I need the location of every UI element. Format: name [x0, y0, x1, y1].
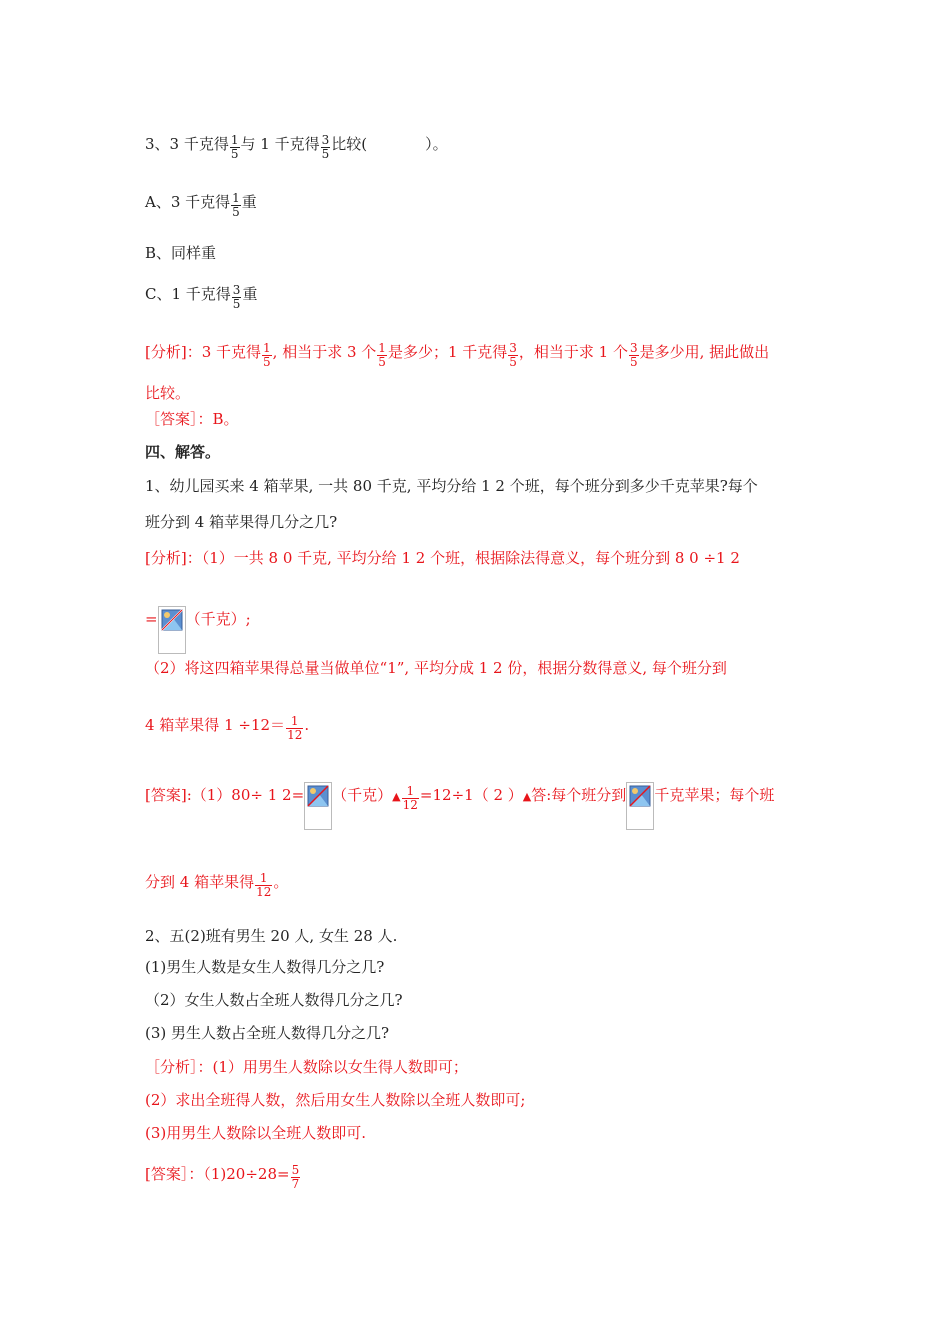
fraction-denominator: 5 [230, 147, 239, 161]
fraction [377, 342, 387, 369]
broken-image-icon [161, 609, 183, 631]
answer-text: [答案］：（1)20÷28= [145, 1165, 290, 1183]
fraction-denominator: 5 [263, 355, 271, 369]
p2-answer [145, 1164, 301, 1191]
fraction [262, 342, 272, 369]
missing-image-placeholder [626, 782, 654, 830]
fraction-denominator: 5 [321, 147, 330, 161]
fraction-numerator: 3 [509, 341, 517, 355]
fraction-numerator: 1 [263, 341, 271, 355]
warning-mark-icon: ▲ [522, 790, 532, 803]
fraction-denominator: 5 [378, 355, 386, 369]
fraction [629, 342, 639, 369]
fraction-numerator: 3 [321, 133, 330, 147]
fraction-numerator: 5 [291, 1163, 300, 1177]
analysis-text: ，相当于求 1 个 [518, 343, 628, 361]
q3-stem-part: ）。 [425, 135, 448, 153]
fraction [321, 134, 331, 161]
answer-text: [答案]:（1）80÷ 1 2= [145, 786, 305, 804]
fraction-numerator: 1 [255, 872, 272, 886]
p1-analysis-line3: （2）将这四箱苹果得总量当做单位“1”, 平均分成 1 2 份，根据分数得意义, 每个班分到 [145, 659, 727, 677]
option-text: A、3 千克得 [145, 193, 231, 211]
fraction-numerator: 3 [629, 341, 638, 355]
fraction-numerator: 1 [402, 785, 419, 799]
p2-question-1: (1)男生人数是女生人数得几分之几? [145, 958, 385, 976]
p1-stem-line2: 班分到 4 箱苹果得几分之几? [145, 513, 338, 531]
p2-question-2: （2）女生人数占全班人数得几分之几? [145, 991, 403, 1009]
analysis-text: 4 箱苹果得 1 ÷12＝ [145, 716, 286, 734]
fraction [291, 1164, 301, 1191]
fraction [402, 785, 419, 812]
answer-text: 千克苹果；每个班 [654, 786, 775, 804]
warning-mark-icon: ▲ [392, 790, 401, 803]
option-text: 重 [241, 193, 257, 211]
fraction [286, 715, 303, 742]
p1-analysis-line1: [分析]：（1）一共 8 0 千克, 平均分给 1 2 个班，根据除法得意义，每个班分到 8 0 ÷1 2 [145, 549, 740, 567]
answer-text: 分到 4 箱苹果得 [145, 873, 255, 891]
p2-analysis-2: (2）求出全班得人数，然后用女生人数除以全班人数即可; [145, 1091, 526, 1109]
analysis-text: . [304, 716, 310, 734]
q3-answer: ［答案］：B。 [145, 410, 239, 428]
q3-option-a [145, 192, 257, 219]
fraction-denominator: 12 [402, 798, 418, 812]
p2-question-3: (3) 男生人数占全班人数得几分之几? [145, 1024, 390, 1042]
p2-analysis-1: ［分析］：(1）用男生人数除以女生得人数即可； [145, 1058, 468, 1076]
fraction-denominator: 5 [629, 355, 638, 369]
analysis-text: （千克）; [185, 610, 251, 628]
fraction-numerator: 1 [286, 715, 303, 729]
q3-option-c [145, 284, 257, 311]
fraction-numerator: 1 [230, 133, 239, 147]
fraction [255, 872, 272, 899]
p1-analysis-line4 [145, 715, 309, 742]
analysis-text: 是多少；1 千克得 [387, 343, 508, 361]
broken-image-icon [629, 785, 651, 807]
fraction-numerator: 3 [232, 283, 241, 297]
answer-text: 答:每个班分到 [531, 786, 627, 804]
section-heading: 四、解答。 [145, 443, 221, 461]
fraction [231, 192, 241, 219]
analysis-text: = [145, 610, 158, 628]
p2-stem: 2、五(2)班有男生 20 人, 女生 28 人. [145, 927, 398, 945]
q3-stem [145, 134, 448, 161]
q3-stem-part: 比较( [331, 135, 368, 153]
fraction-denominator: 12 [287, 728, 303, 742]
q3-stem-part: 与 1 千克得 [240, 135, 320, 153]
fraction-denominator: 12 [256, 885, 272, 899]
fraction-denominator: 5 [509, 355, 517, 369]
analysis-text: [分析]：3 千克得 [145, 343, 262, 361]
fraction [230, 134, 240, 161]
p1-stem-line1: 1、幼儿园买来 4 箱苹果, 一共 80 千克, 平均分给 1 2 个班，每个班分到多少千克苹果?每个 [145, 477, 758, 495]
q3-option-b: B、同样重 [145, 244, 217, 262]
q3-stem-part: 3、3 千克得 [145, 135, 229, 153]
fraction-numerator: 1 [232, 191, 240, 205]
analysis-text: , 相当于求 3 个 [272, 343, 377, 361]
fraction-denominator: 5 [232, 297, 241, 311]
broken-image-icon [307, 785, 329, 807]
p1-analysis-line2 [145, 606, 251, 654]
fraction-numerator: 1 [378, 341, 386, 355]
missing-image-placeholder [158, 606, 186, 654]
q3-analysis [145, 342, 769, 369]
p1-answer-line1 [145, 782, 774, 830]
answer-text: （千克） [332, 786, 393, 804]
answer-text: =12÷1（ 2 ） [419, 786, 523, 804]
p2-analysis-3: (3)用男生人数除以全班人数即可. [145, 1124, 367, 1142]
fraction [508, 342, 518, 369]
answer-text: 。 [273, 873, 289, 891]
analysis-text: 是多少用, 据此做出 [639, 343, 770, 361]
fraction-denominator: 5 [232, 205, 240, 219]
missing-image-placeholder [304, 782, 332, 830]
q3-analysis-cont: 比较。 [145, 384, 191, 402]
fraction [232, 284, 242, 311]
option-text: C、1 千克得 [145, 285, 231, 303]
option-text: 重 [242, 285, 258, 303]
p1-answer-line2 [145, 872, 288, 899]
fraction-denominator: 7 [291, 1177, 300, 1191]
